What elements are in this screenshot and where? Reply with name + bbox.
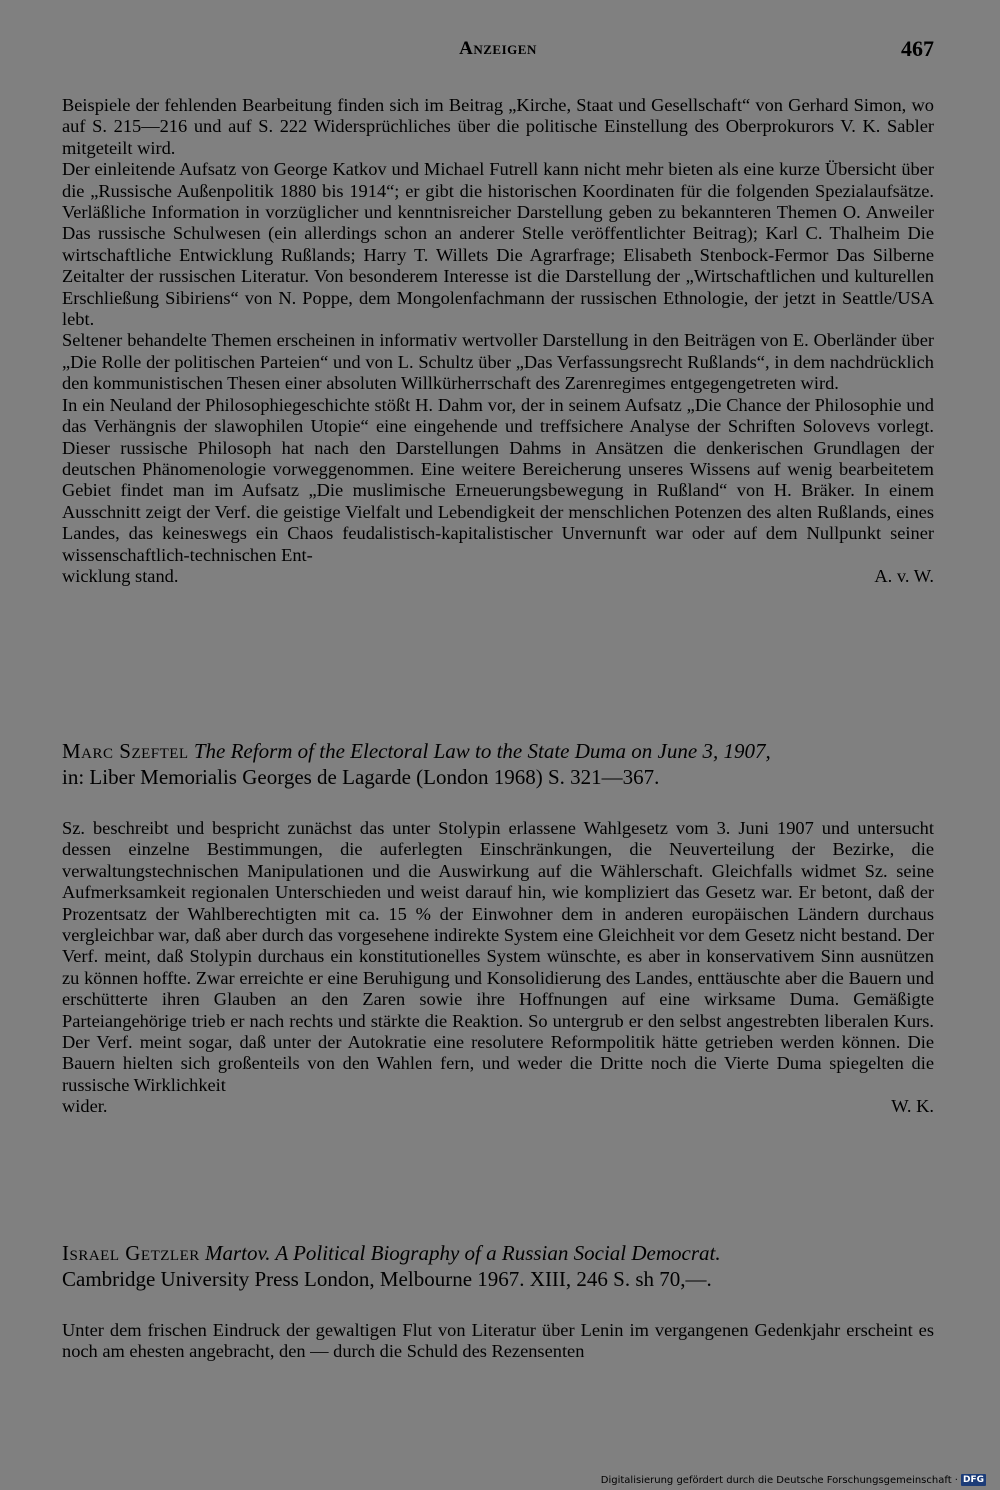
review-continuation: [62, 95, 934, 587]
paragraph: Unter dem frischen Eindruck der gewaltigen Flut von Literatur über Lenin im vergangenen Gedenkjahr erscheint es noch am ehesten angebracht, den — durch die Schuld des Rezensenten: [62, 1320, 934, 1362]
paragraph: Der einleitende Aufsatz von George Katkov und Michael Futrell kann nicht mehr bieten als eine kurze Übersicht über die „Russische Außenpolitik 1880 bis 1914“; er gibt die historischen Koordinaten für die folgenden Spezialaufsätze. Verläßliche Information in vorzüglicher und kenntnisreicher Darstellung geben zu bekannteren Themen O. Anweiler Das russische Schulwesen (ein allerdings schon an anderer Stelle veröffentlichter Beitrag); Karl C. Thalheim Die wirtschaftliche Entwicklung Rußlands; Harry T. Willets Die Agrarfrage; Elisabeth Stenbock-Fermor Das Silberne Zeitalter der russischen Literatur. Von besonderem Interesse ist die Darstellung der „Wirtschaftlichen und kulturellen Erschließung Sibiriens“ von N. Poppe, dem Mongolenfachmann der russischen Ethnologie, der jetzt in Seattle/USA lebt.: [62, 159, 934, 330]
book-title: The Reform of the Electoral Law to the State Duma on June 3, 1907,: [193, 739, 771, 763]
page-number: 467: [901, 36, 934, 61]
running-head-title: Anzeigen: [459, 38, 537, 59]
paragraph-last-line: [62, 566, 934, 587]
review-body: [62, 1320, 934, 1363]
paragraph: Seltener behandelte Themen erscheinen in informativ wertvoller Darstellung in den Beiträgen von E. Oberländer über „Die Rolle der politischen Parteien“ und von L. Schultz über „Das Verfassungsrecht Rußlands“, in dem nachdrücklich den kommunistischen Thesen einer absoluten Willkürherrschaft des Zarenregimes entgegengetreten wird.: [62, 330, 934, 394]
book-source: Cambridge University Press London, Melbourne 1967. XIII, 246 S. sh 70,—.: [62, 1267, 712, 1291]
running-head: [62, 38, 934, 62]
paragraph-last-line: [62, 1096, 934, 1117]
paragraph: Sz. beschreibt und bespricht zunächst das unter Stolypin erlassene Wahlgesetz vom 3. Juni 1907 und untersucht dessen einzelne Bestimmungen, die auferlegten Einschränkungen, die Neuverteilung der Bezirke, die verwaltungstechnischen Manipulationen und die Auswirkung auf die Wählerschaft. Gleichfalls widmet Sz. seine Aufmerksamkeit regionalen Unterschieden und weist darauf hin, wie kompliziert das Gesetz war. Er betont, daß der Prozentsatz der Wahlberechtigten mit ca. 15 % der Einwohner dem in anderen europäischen Ländern durchaus vergleichbar war, daß aber durch das vorgesehene indirekte System eine Gleichheit vor dem Gesetz nicht bestand. Der Verf. meint, daß Stolypin durchaus ein konstitutionelles System wünschte, es aber in konservativem Sinn ausnützen zu können hoffte. Zwar erreichte er eine Beruhigung und Konsolidierung des Landes, enttäuschte aber die Bauern und erschütterte ihren Glauben an den Zaren sowie ihre Hoffnungen auf eine wirksame Duma. Gemäßigte Parteiangehörige trieb er nach rechts und stärkte die Reaktion. So untergrub er den selbst angestrebten liberalen Kurs. Der Verf. meint sogar, daß unter der Autokratie eine resolutere Reformpolitik hätte getrieben werden können. Die Bauern hielten sich großenteils von den Wahlen fern, und weder die Dritte noch die Vierte Duma spiegelten die russische Wirklichkeit: [62, 818, 934, 1095]
book-source: in: Liber Memorialis Georges de Lagarde (London 1968) S. 321—367.: [62, 765, 660, 789]
reviewer-signature: W. K.: [891, 1096, 934, 1117]
book-author: Israel Getzler: [62, 1241, 200, 1265]
paragraph: In ein Neuland der Philosophiegeschichte stößt H. Dahm vor, der in seinem Aufsatz „Die Chance der Philosophie und das Verhängnis der slawophilen Utopie“ eine eingehende und treffsichere Analyse der Schriften Solovevs vorlegt. Dieser russische Philosoph hat nach den Darstellungen Dahms in Ansätzen die denkerischen Grundlagen der deutschen Phänomenologie vorweggenommen. Eine weitere Bereicherung unseres Wissens auf wenig bearbeitetem Gebiet findet man im Aufsatz „Die muslimische Erneuerungsbewegung in Rußland“ von H. Bräker. In einem Ausschnitt zeigt der Verf. die geistige Vielfalt und Lebendigkeit der menschlichen Potenzen des alten Rußlands, eines Landes, das keineswegs ein Chaos feudalistisch-kapitalistischer Unvernunft war oder auf dem Nullpunkt seiner wissenschaftlich-technischen Ent-: [62, 394, 934, 565]
review-heading: [62, 1240, 934, 1292]
paragraph: Beispiele der fehlenden Bearbeitung finden sich im Beitrag „Kirche, Staat und Gesellschaft“ von Gerhard Simon, wo auf S. 215—216 und auf S. 222 Widersprüchliches über die politische Einstellung des Oberprokurors V. K. Sabler mitgeteilt wird.: [62, 95, 934, 158]
last-line-text: wider.: [62, 1096, 108, 1117]
last-line-text: wicklung stand.: [62, 565, 179, 586]
dfg-logo-icon: DFG: [962, 1475, 984, 1485]
footer-text: Digitalisierung gefördert durch die Deutsche Forschungsgemeinschaft ·: [600, 1474, 958, 1486]
review-heading: [62, 738, 934, 790]
review-body: [62, 818, 934, 1118]
digitization-footer: [601, 1474, 986, 1486]
book-author: Marc Szeftel: [62, 739, 189, 763]
book-title: Martov. A Political Biography of a Russian Social Democrat.: [204, 1241, 721, 1265]
reviewer-signature: A. v. W.: [874, 565, 934, 586]
